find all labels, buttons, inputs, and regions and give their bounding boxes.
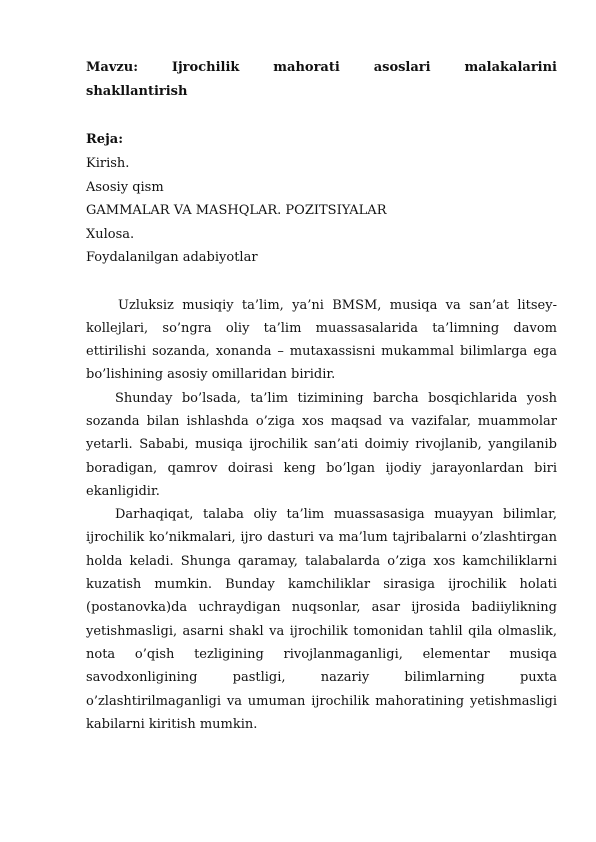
- title-word: Ijrochilik: [171, 60, 240, 75]
- title-word: Mavzu:: [86, 60, 138, 75]
- body-text: [86, 294, 557, 737]
- plan-item-introduction: Kirish.: [86, 156, 130, 171]
- title-word: malakalarini: [464, 60, 557, 75]
- title-word: mahorati: [273, 60, 340, 75]
- plan-item-scales-exercises: GAMMALAR VA MASHQLAR. POZITSIYALAR: [86, 203, 387, 218]
- paragraph-1: Uzluksiz musiqiy ta’lim, ya’ni BMSM, musiqa va san’at litsey-kollejlari, so’ngra oliy ta’lim muassasalarida ta’limning davom ettirilishi sozanda, xonanda – mutaxassisni mukammal bilimlarga ega bo’lishining asosiy omillaridan biridir.: [86, 297, 557, 383]
- document-page: [86, 56, 557, 736]
- paragraph-2: Shunday bo’lsada, ta’lim tizimining barcha bosqichlarida yosh sozanda bilan ishlashda o’ziga xos maqsad va vazifalar, muammolar yetarli. Sababi, musiqa ijrochilik san’ati doimiy rivojlanib, yangilanib boradigan, qamrov doirasi keng bo’lgan ijodiy jarayonlardan biri ekanligidir.: [86, 390, 557, 499]
- plan-heading: Reja:: [86, 132, 124, 147]
- plan-list: [86, 152, 557, 270]
- paragraph-3: Darhaqiqat, talaba oliy ta’lim muassasasiga muayyan bilimlar, ijrochilik ko’nikmalari, ijro dasturi va ma’lum tajribalarni o’zlashtirgan holda keladi. Shunga qaramay, talabalarda o’ziga xos kamchiliklarni kuzatish mumkin. Bunday kamchiliklar sirasiga ijrochilik holati (postanovka)da uchraydigan nuqsonlar, asar ijrosida badiiylikning yetishmasligi, asarni shakl va ijrochilik tomonidan tahlil qila olmaslik, nota o’qish tezligining rivojlanmaganligi, elementar musiqa savodxonligining pastligi, nazariy bilimlarning puxta o’zlashtirilmaganligi va umuman ijrochilik mahoratining yetishmasligi kabilarni kiritish mumkin.: [86, 507, 557, 732]
- title-word: asoslari: [373, 60, 431, 75]
- topic-title: [86, 56, 557, 80]
- plan-item-conclusion: Xulosa.: [86, 226, 135, 242]
- topic-title-continuation: shakllantirish: [86, 84, 188, 99]
- plan-item-references: Foydalanilgan adabiyotlar: [86, 250, 258, 265]
- plan-item-main-part: Asosiy qism: [86, 179, 164, 195]
